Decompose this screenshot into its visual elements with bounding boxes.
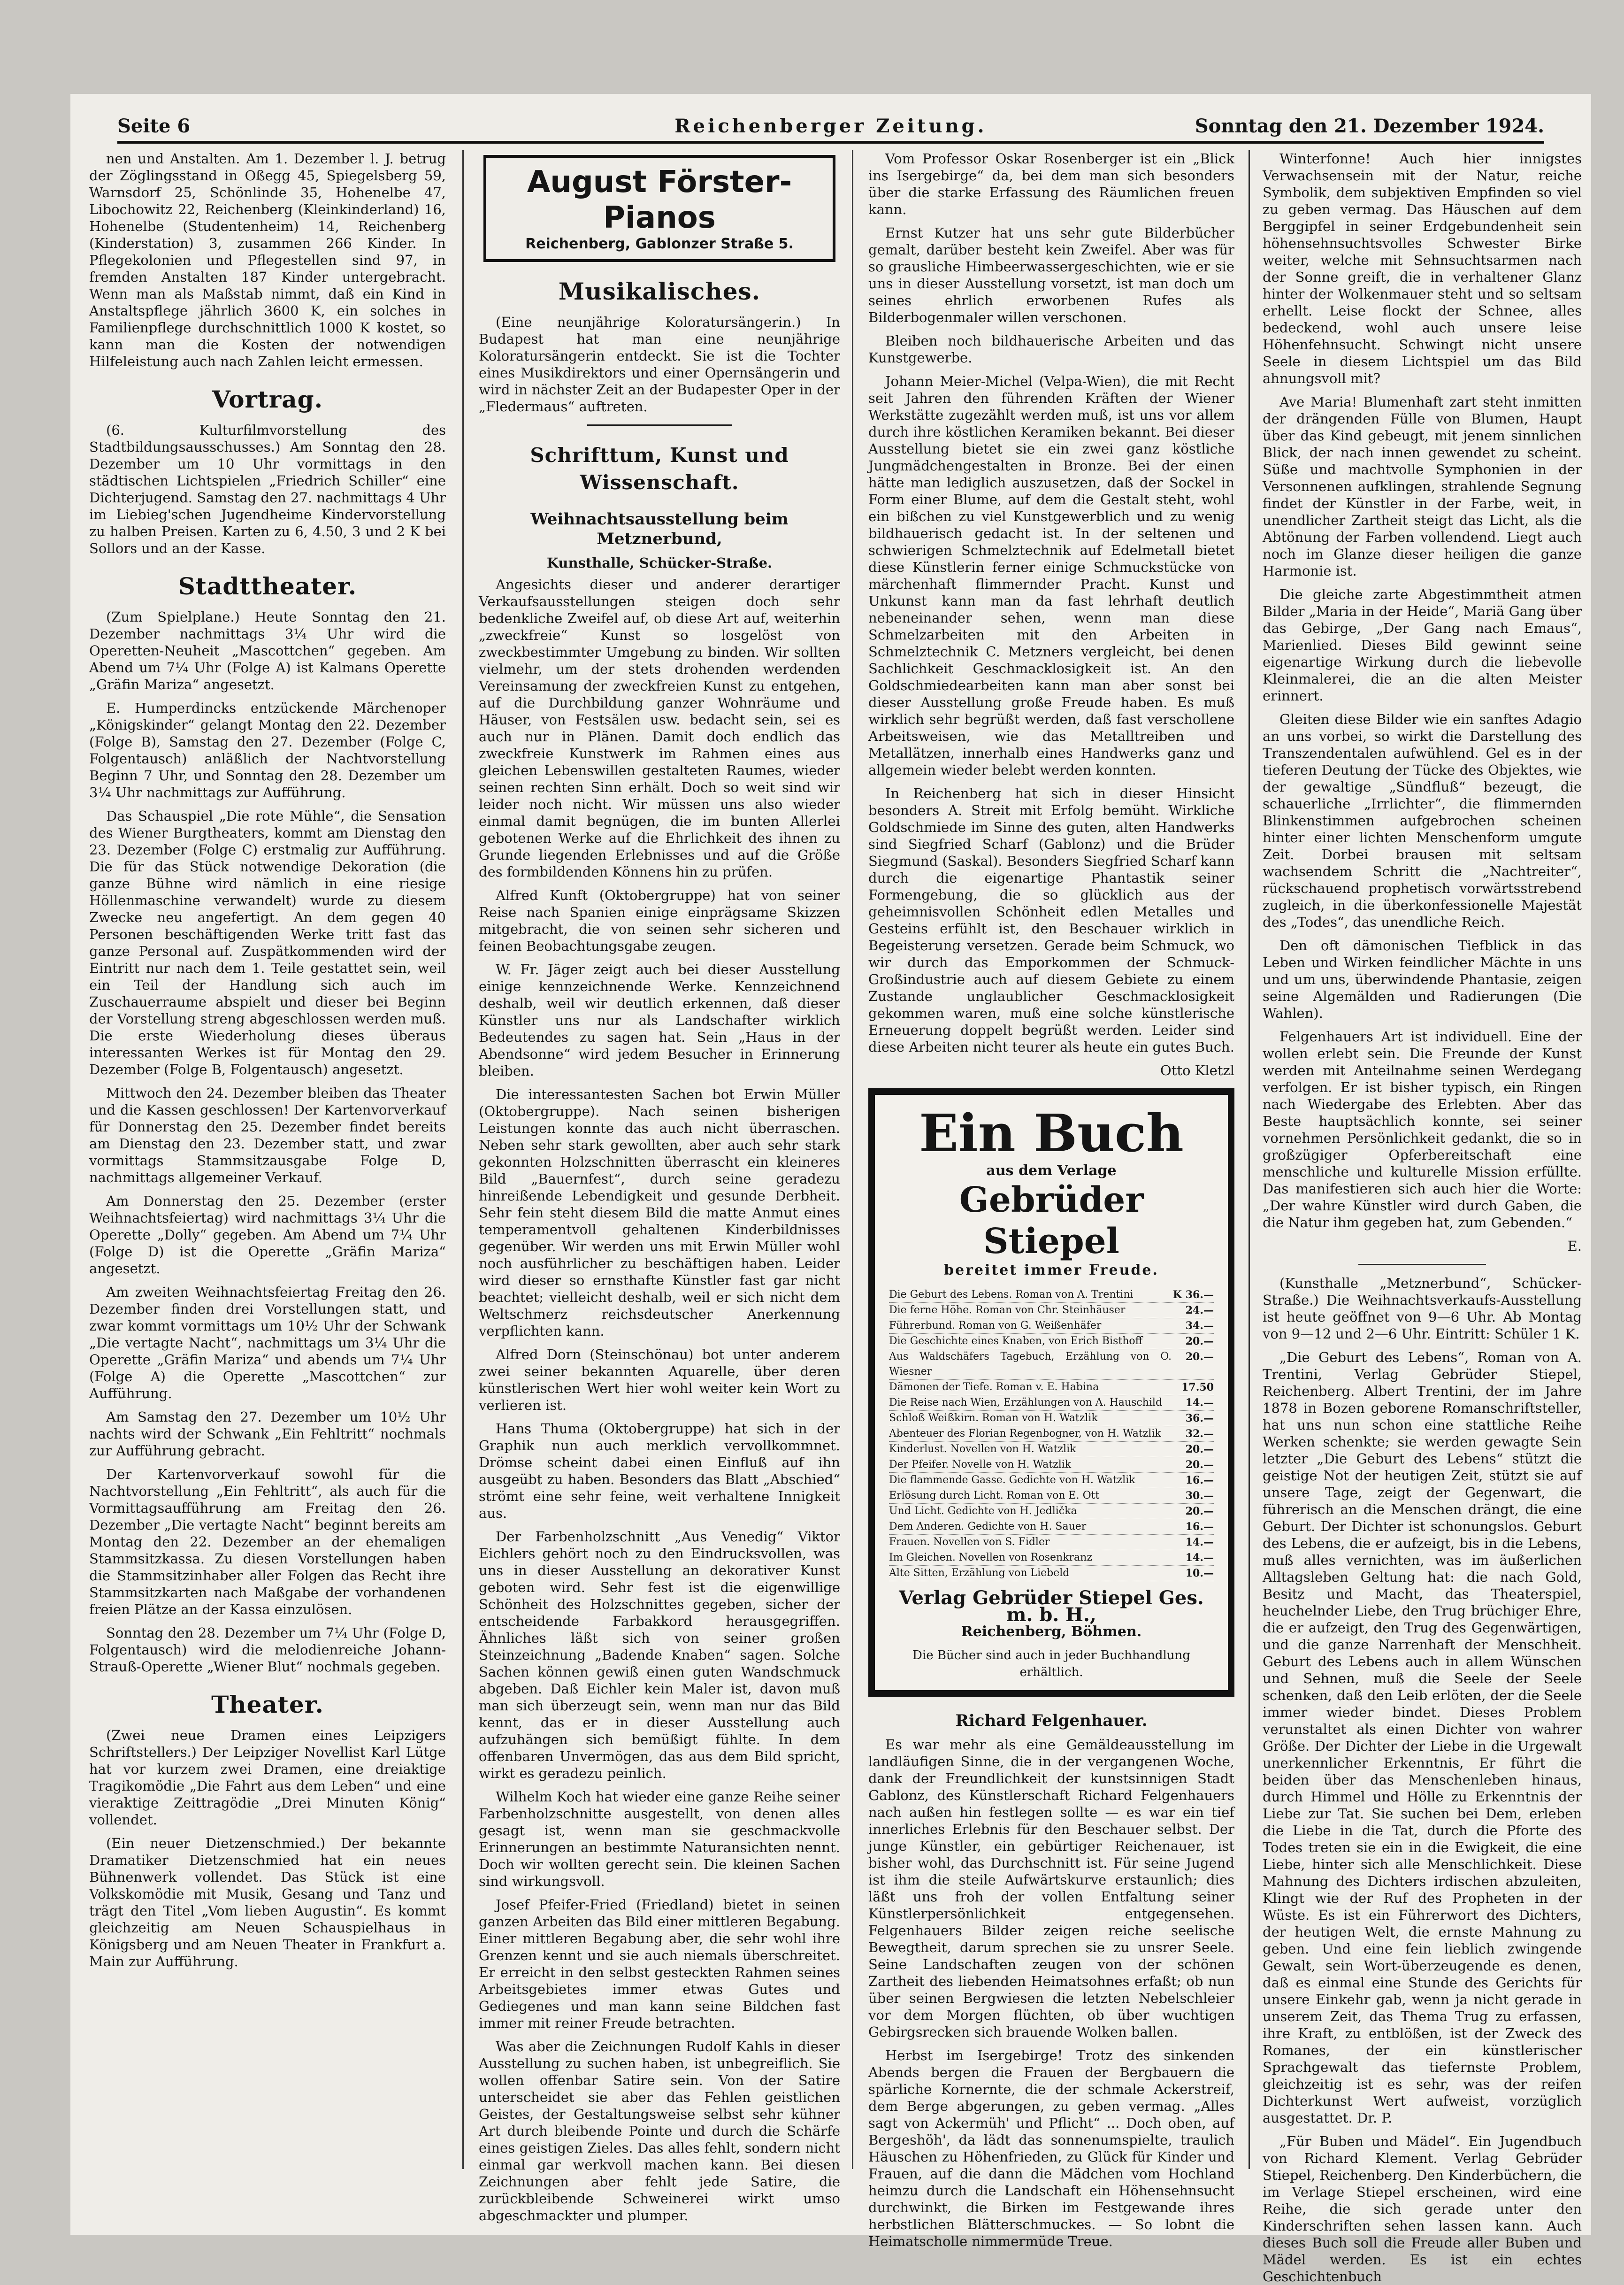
book-title: Die flammende Gasse. Gedichte von H. Watzlik (889, 1474, 1135, 1486)
book-list-item (889, 1318, 1214, 1334)
book-price: 20.— (1185, 1351, 1214, 1363)
divider (587, 424, 732, 426)
book-price: 16.— (1185, 1474, 1214, 1486)
book-price: 20.— (1185, 1335, 1214, 1347)
book-list-item (889, 1303, 1214, 1318)
article-paragraph: E. Humperdincks entzückende Märchenoper „Königskinder“ gelangt Montag den 22. Dezember (Folge B), Samstag den 27. Dezember (Folge C, Folgentausch) anläßlich der Nachtvorstellung Beginn 7 Uhr, und Sonntag den 28. Dezember um 3¼ Uhr nachmittags zur Aufführung. (89, 700, 446, 800)
article-heading-felgenhauer: Richard Felgenhauer. (955, 1711, 1148, 1730)
piano-advertisement (483, 155, 835, 262)
ad-note: Die Bücher sind auch in jeder Buchhandlung erhältlich. (912, 1648, 1190, 1679)
column-4 (1263, 150, 1582, 2285)
book-price: 14.— (1185, 1397, 1214, 1409)
book-title: Alte Sitten, Erzählung von Liebeld (889, 1567, 1070, 1579)
ad-address: Reichenberg, Gablonzer Straße 5. (525, 236, 794, 252)
article-paragraph: Was aber die Zeichnungen Rudolf Kahls in dieser Ausstellung zu suchen haben, ist unbegreiflich. Sie wollen offenbar Satire sein. Von der Satire unterscheidet sie aber das Fehlen geistlichen Geistes, der Gestaltungsweise selbst sehr kühner Art durch bleibende Pointe und durch die Schärfe eines geistigen Zieles. Das alles fehlt, sondern nicht einmal gar werkvoll machen kann. Bei diesen Zeichnungen aber fehlt jede Satire, die zurückbleibende Schweinerei wirkt umso abgeschmackter und plumper. (479, 2039, 840, 2223)
book-title: Führerbund. Roman von G. Weißenhäfer (889, 1320, 1102, 1331)
column-1 (89, 150, 446, 2169)
section-heading-vortrag: Vortrag. (212, 385, 323, 413)
book-list-item (889, 1550, 1214, 1566)
book-price: 14.— (1185, 1536, 1214, 1548)
book-list-item (889, 1349, 1214, 1380)
book-price: 14.— (1185, 1552, 1214, 1564)
author-signature: E. (1567, 1238, 1582, 1254)
article-paragraph: Alfred Kunft (Oktobergruppe) hat von seiner Reise nach Spanien einige einprägsame Skizzen mitgebracht, die von seinen sehr sicheren und feinen Beobachtungsgabe zeugen. (479, 887, 840, 954)
book-price: 34.— (1185, 1320, 1214, 1332)
book-price: 32.— (1185, 1428, 1214, 1440)
book-title: Erlösung durch Licht. Roman von E. Ott (889, 1490, 1100, 1501)
ad-subline: aus dem Verlage (986, 1162, 1117, 1179)
book-title: Dämonen der Tiefe. Roman v. E. Habina (889, 1381, 1099, 1393)
column-3 (868, 150, 1234, 2249)
article-paragraph: Der Kartenvorverkauf sowohl für die Nachtvorstellung „Ein Fehltritt“, als auch für die Vormittagsaufführung am Freitag den 26. Dezember „Die vertagte Nacht“ beginnt bereits am Montag den 22. Dezember an der ehemaligen Stammsitzkassa. Zu diesen Vorstellungen haben die Stammsitzinhaber aller Folgen das Recht ihre Stammsitzkarten nach Maßgabe der vorhandenen freien Plätze an der Kassa einzulösen. (89, 1466, 446, 1617)
article-paragraph: Mittwoch den 24. Dezember bleiben das Theater und die Kassen geschlossen! Der Kartenvorverkauf für Donnerstag den 25. Dezember findet bereits am Dienstag den 23. Dezember statt, und zwar vormittags Stammsitzausgabe Folge D, nachmittags allgemeiner Verkauf. (89, 1085, 446, 1185)
book-title: Die Geburt des Lebens. Roman von A. Trentini (889, 1289, 1134, 1300)
book-price: 20.— (1185, 1443, 1214, 1455)
book-price: 20.— (1185, 1505, 1214, 1517)
page-header (117, 108, 1544, 144)
ad-tagline: bereitet immer Freude. (944, 1262, 1159, 1278)
column-2 (479, 150, 840, 2223)
book-price: 36.— (1185, 1412, 1214, 1424)
book-price: 20.— (1185, 1459, 1214, 1471)
book-list-item (889, 1566, 1214, 1581)
article-paragraph: Gleiten diese Bilder wie ein sanftes Adagio an uns vorbei, so wirkt die Darstellung des Transzendentalen aufwühlend. Gel es in der tieferen Deutung der Tücke des Objektes, wie der gewaltige „Sündfluß“ bezeugt, die schauerliche „Irrlichter“, die flimmernden Blinkenstimmen aufgebrochen scheinen hinter einer lichten Menschenform umgute Zeit. Dorbei brausen mit seltsam wachsendem Schritt die „Nachtreiter“, rückschauend prophetisch vorwärtsstrebend zugleich, in die überkonfessionelle Majestät des „Todes“, das unendliche Reich. (1263, 711, 1582, 930)
article-paragraph: Angesichts dieser und anderer derartiger Verkaufsausstellungen steigen doch sehr bedenkliche Zweifel auf, ob diese Art auf, weiterhin „zweckfreie“ Kunst so losgelöst von zweckbestimmter Umgebung zu binden. Wir sollten vielmehr, um der stets drohenden werdenden Vereinsamung der zweckfreien Kunst zu entgehen, auf die Durchbildung ganzer Wohnräume und Häuser, von Festsälen usw. bedacht sein, sei es auch nur in Plänen. Damit doch endlich das zweckfreie Kunstwerk im Rahmen eines aus gleichen Lebenswillen gestalteten Raumes, wieder seinen rechten Sinn erhält. Doch so weit sind wir leider noch nicht. Wir müssen uns also wieder einmal damit begnügen, die im bunten Allerlei gebotenen Werke auf die Ehrlichkeit des ihnen zu Grunde liegenden Erlebnisses und auf die Größe des formbildenden Könnens hin zu prüfen. (479, 577, 840, 880)
newspaper-page (70, 94, 1591, 2285)
article-heading-weihnachtsausstellung: Weihnachtsausstellung beim Metznerbund, (530, 510, 789, 548)
article-paragraph: In Reichenberg hat sich in dieser Hinsicht besonders A. Streit mit Erfolg bemüht. Wirkliche Goldschmiede im Sinne des guten, alten Handwerks sind Siegfried Scharf (Gablonz) und die Brüder Siegmund (Saskal). Besonders Siegfried Scharf kann durch die eigenartige Phantastik seiner Formengebung, die so glücklich aus der geheimnisvollen Schönheit edlen Metalles und Gesteins erfühlt ist, den Beschauer wirklich in Begeisterung versetzen. Gerade beim Schmuck, wo wir durch das Emporkommen der Schmuck-Großindustrie auch auf diesem Gebiete zu einem Zustande unglaublicher Geschmacklosigkeit gekommen waren, muß eine solche künstlerische Erneuerung doppelt begrüßt werden. Leider sind diese Arbeiten nicht teurer als heute ein gutes Buch. (868, 785, 1234, 1055)
book-list-item (889, 1426, 1214, 1442)
book-title: Schloß Weißkirn. Roman von H. Watzlik (889, 1412, 1098, 1424)
article-paragraph: Josef Pfeifer-Fried (Friedland) bietet in seinen ganzen Arbeiten das Bild einer mittleren Begabung. Einer mittleren Begabung aber, die sehr wohl ihre Grenzen kennt und sie auch niemals überschreitet. Er erreicht in den selbst gesteckten Rahmen seines Arbeitsgebietes immer etwas Gutes und Gediegenes und man kann seine Bildchen fast immer mit reiner Freude betrachten. (479, 1897, 840, 2031)
book-price: 10.— (1185, 1567, 1214, 1579)
article-paragraph: Alfred Dorn (Steinschönau) bot unter anderem zwei seiner bekannten Aquarelle, über deren künstlerischen Wert hier wohl weiter kein Wort zu verlieren ist. (479, 1346, 840, 1413)
article-paragraph: (Zum Spielplane.) Heute Sonntag den 21. Dezember nachmittags 3¼ Uhr wird die Operetten-Neuheit „Mascottchen“ gegeben. Am Abend um 7¼ Uhr (Folge A) ist Kalmans Operette „Gräfin Mariza“ angesetzt. (89, 609, 446, 692)
book-price: 30.— (1185, 1490, 1214, 1502)
article-paragraph: Sonntag den 28. Dezember um 7¼ Uhr (Folge D, Folgentausch) wird die melodienreiche Johann-Strauß-Operette „Wiener Blut“ nochmals gegeben. (89, 1625, 446, 1675)
article-paragraph: Am zweiten Weihnachtsfeiertag Freitag den 26. Dezember finden drei Vorstellungen statt, und zwar kommt vormittags um 10½ Uhr der Schwank „Die vertagte Nacht“, nachmittags um 3¼ Uhr die Operette „Gräfin Mariza“ und abends um 7¼ Uhr (Folge A) die Operette „Mascottchen“ zur Aufführung. (89, 1284, 446, 1401)
article-paragraph: nen und Anstalten. Am 1. Dezember l. J. betrug der Zöglingsstand in Oßegg 45, Spiegelsberg 59, Warnsdorf 25, Schönlinde 35, Hohenelbe 47, Libochowitz 22, Reichenberg (Kleinkinderland) 16, Hohenelbe (Studentenheim) 14, Reichenberg (Kinderstation) 3, zusammen 266 Kinder. In Pflegekolonien und Pflegestellen sind 97, in fremden Anstalten 187 Kinder untergebracht. Wenn man als Maßstab nimmt, daß ein Kind in Anstaltspflege jährlich 3600 K, ein solches in Familienpflege durchschnittlich 1000 K kostet, so kann man die Kosten der notwendigen Hilfeleistung auch nach Zahlen leicht ermessen. (89, 151, 446, 369)
book-list-item (889, 1504, 1214, 1519)
author-signature: Otto Kletzl (1160, 1062, 1234, 1078)
newspaper-name: Reichenberger Zeitung. (674, 115, 987, 137)
article-paragraph: (6. Kulturfilmvorstellung des Stadtbildungsausschusses.) Am Sonntag den 28. Dezember um 10 Uhr vormittags in den städtischen Lichtspielen „Friedrich Schiller“ eine Dichterjugend. Samstag den 27. nachmittags 4 Uhr im Liebieg'schen Jugendheime Kindervorstellung zu halben Preisen. Karten zu 6, 4.50, 3 und 2 K bei Sollors und an der Kasse. (89, 422, 446, 556)
book-title: Kinderlust. Novellen von H. Watzlik (889, 1443, 1076, 1455)
book-list-item (889, 1380, 1214, 1395)
book-list (889, 1287, 1214, 1581)
book-title: Dem Anderen. Gedichte von H. Sauer (889, 1521, 1087, 1532)
article-paragraph: (Zwei neue Dramen eines Leipzigers Schriftstellers.) Der Leipziger Novellist Karl Lütge hat vor kurzem zwei Dramen, eine dreiaktige Tragikomödie „Die Fahrt aus dem Leben“ und eine vieraktige Zeittragödie „Drei Minuten König“ vollendet. (89, 1727, 446, 1828)
book-price: 16.— (1185, 1521, 1214, 1533)
book-list-item (889, 1287, 1214, 1303)
book-advertisement (868, 1088, 1234, 1697)
issue-date: Sonntag den 21. Dezember 1924. (1195, 115, 1544, 137)
article-paragraph: Am Samstag den 27. Dezember um 10½ Uhr nachts wird der Schwank „Ein Fehltritt“ nochmals zur Aufführung gebracht. (89, 1409, 446, 1459)
book-list-item (889, 1519, 1214, 1535)
section-heading-theater: Theater. (211, 1691, 324, 1718)
article-paragraph: Wilhelm Koch hat wieder eine ganze Reihe seiner Farbenholzschnitte ausgestellt, von denen alles gesagt ist, wenn man sie geschmackvolle Erinnerungen an bestimmte Naturansichten nennt. Doch wir wollten gerecht sein. Die kleinen Sachen sind wirkungsvoll. (479, 1789, 840, 1889)
ad-publisher: Verlag Gebrüder Stiepel Ges. m. b. H., (899, 1587, 1204, 1626)
divider (1358, 1264, 1486, 1265)
book-title: Frauen. Novellen von S. Fidler (889, 1536, 1050, 1548)
article-paragraph: Die interessantesten Sachen bot Erwin Müller (Oktobergruppe). Nach seinen bisherigen Leistungen konnte das auch nicht überraschen. Neben sehr stark gewollten, aber auch sehr stark gekonnten Holzschnitten überrascht ein kleineres Bild „Bauernfest“, durch seine geradezu hinreißende Lebendigkeit und gesunde Derbheit. Sehr fein steht diesem Bild die matte Anmut eines temperamentvoll gehaltenen Kinderbildnisses gegenüber. Wir werden uns mit Erwin Müller wohl noch ausführlicher zu beschäftigen haben. Leider wird dieser so ernsthafte Künstler fast gar nicht beachtet; vielleicht deshalb, weil er sich nicht dem Weltschmerz reichsdeutscher Anerkennung verpflichten kann. (479, 1086, 840, 1339)
article-paragraph: (Ein neuer Dietzenschmied.) Der bekannte Dramatiker Dietzenschmied hat ein neues Bühnenwerk vollendet. Das Stück ist eine Volkskomödie mit Musik, Gesang und Tanz und trägt den Titel „Vom lieben Augustin“. Es kommt gleichzeitig am Neuen Schauspielhaus in Königsberg und am Neuen Theater in Frankfurt a. Main zur Aufführung. (89, 1835, 446, 1970)
book-list-item (889, 1535, 1214, 1550)
book-title: Die Geschichte eines Knaben, von Erich Bisthoff (889, 1335, 1143, 1347)
page-number: Seite 6 (117, 115, 191, 137)
article-paragraph: Die gleiche zarte Abgestimmtheit atmen Bilder „Maria in der Heide“, Mariä Gang über das Gebirge, „Der Gang nach Emaus“, Marienlied. Dieses Bild gewinnt seine eigenartige Wirkung durch die liebevolle Kleinmalerei, die an die alten Meister erinnert. (1263, 586, 1582, 704)
article-subheading: Kunsthalle, Schücker-Straße. (546, 555, 773, 571)
article-paragraph: (Kunsthalle „Metznerbund“, Schücker-Straße.) Die Weihnachtsverkaufs-Ausstellung ist heute geöffnet von 9—6 Uhr. Ab Montag von 9—12 und 2—6 Uhr. Eintritt: Schüler 1 K. (1263, 1275, 1582, 1342)
book-price: K 36.— (1172, 1289, 1214, 1301)
ad-headline: Ein Buch (919, 1103, 1184, 1163)
book-list-item (889, 1473, 1214, 1488)
article-paragraph: Das Schauspiel „Die rote Mühle“, die Sensation des Wiener Burgtheaters, kommt am Dienstag den 23. Dezember (Folge C) erstmalig zur Aufführung. Die für das Stück notwendige Dekoration (die ganze Bühne wird nämlich in eine riesige Höllenmaschine verwandelt) wurde zu diesem Zwecke neu angefertigt. An dem gegen 40 Personen beschäftigenden Werke tritt fast das ganze Personal auf. Zuspätkommenden wird der Eintritt nur nach dem 1. Teile gestattet sein, weil ein Teil der Handlung sich auch im Zuschauerraume abspielt und dieser bei Beginn der Vorstellung streng abgeschlossen werden muß. Die erste Wiederholung dieses überaus interessanten Werkes ist für Montag den 29. Dezember (Folge B, Folgentausch) angesetzt. (89, 808, 446, 1077)
book-list-item (889, 1395, 1214, 1411)
book-price: 17.50 (1181, 1381, 1214, 1393)
article-paragraph: Felgenhauers Art ist individuell. Eine der wollen erlebt sein. Die Freunde der Kunst werden mit Anteilnahme seinen Werdegang verfolgen. Er ist bisher typisch, ein Ringen nach Wiedergabe des Erlebten. Aber das Beste hauptsächlich konnte, sei seiner vornehmen Persönlichkeit gedankt, die so in großzügiger Opferbereitschaft eine menschliche und kulturelle Mission erfüllte. Das manifestieren sich auch hier die Worte: „Der wahre Künstler wird durch Gaben, die die Natur ihm gegeben hat, zum Gebenden.“ (1263, 1029, 1582, 1231)
section-heading-stadttheater: Stadttheater. (178, 572, 357, 600)
ad-publisher-name: Gebrüder Stiepel (959, 1180, 1144, 1262)
article-paragraph: Herbst im Isergebirge! Trotz des sinkenden Abends bergen die Frauen der Bergbauern die spärliche Kornernte, die der schmale Ackerstreif, dem Berge abgerungen, zu geben vermag. „Alles sagt von Ackermüh' und Pflicht“ ... Doch oben, auf Bergeshöh', da lädt das sonnenumspielte, traulich Häuschen zu Höhenfrieden, zu Glück für Kinder und Frauen, auf die dann die Mädchen vom Hochland heimzu durch die Landschaft ein Höhensehnsucht durchwinkt, die Birken im Festgewande ihres herbstlichen Blätterschmuckes. — So lobnt die Heimatscholle nimmermüde Treue. (868, 2047, 1234, 2249)
article-paragraph: Ave Maria! Blumenhaft zart steht inmitten der drängenden Fülle von Blumen, Haupt über das Kind gebeugt, mit jenem sinnlichen Blick, der nach innen gewendet zu scheint. Süße und machtvolle Symphonien in der Versonnenen aufklingen, strahlende Segnung findet der Künstler in der Farbe, weit, in unendlicher Zartheit steigt das Licht, als die Abtönung der Farben vollendend. Liegt auch noch im Glanze dieser heiligen die ganze Harmonie ist. (1263, 394, 1582, 579)
article-paragraph: W. Fr. Jäger zeigt auch bei dieser Ausstellung einige kennzeichnende Werke. Kennzeichnend deshalb, weil wir deutlich erkennen, daß dieser Künstler uns nur als Landschafter wirklich Bedeutendes zu sagen hat. Sein „Haus in der Abendsonne“ wird jedem Besucher in Erinnerung bleiben. (479, 962, 840, 1079)
section-heading-musikalisches: Musikalisches. (558, 277, 761, 305)
article-paragraph: Bleiben noch bildhauerische Arbeiten und das Kunstgewerbe. (868, 333, 1234, 366)
book-title: Abenteuer des Florian Regenbogner, von H. Watzlik (889, 1428, 1161, 1439)
column-rule (1249, 150, 1250, 2169)
book-title: Aus Waldschäfers Tagebuch, Erzählung von O. Wiesner (889, 1351, 1172, 1377)
book-title: Die ferne Höhe. Roman von Chr. Steinhäuser (889, 1304, 1126, 1316)
section-heading-schrifttum: Schrifttum, Kunst und Wissenschaft. (530, 444, 789, 494)
book-list-item (889, 1442, 1214, 1457)
book-title: Die Reise nach Wien, Erzählungen von A. Hauschild (889, 1397, 1163, 1408)
column-rule (462, 150, 464, 2169)
column-rule (852, 150, 853, 2169)
article-paragraph: Ernst Kutzer hat uns sehr gute Bilderbücher gemalt, darüber besteht kein Zweifel. Aber was für so grausliche Himbeerwassergeschichten, wie er sie uns in dieser Ausstellung vorsetzt, ist man doch um seines ehrlich erworbenen Rufes als Bilderbogenmaler willen verschonen. (868, 225, 1234, 325)
book-title: Im Gleichen. Novellen von Rosenkranz (889, 1552, 1092, 1563)
book-list-item (889, 1457, 1214, 1473)
ad-city: Reichenberg, Böhmen. (961, 1623, 1142, 1640)
book-title: Und Licht. Gedichte von H. Jedlička (889, 1505, 1077, 1517)
article-paragraph: Winterfonne! Auch hier innigstes Verwachsensein mit der Natur, reiche Symbolik, dem subjektiven Empfinden so viel zu geben vermag. Das Häuschen auf dem Berggipfel in seiner Erdgebundenheit sein höhensehnsuchtsvolles Schwester Birke weiter, welche mit Sehnsuchtsarmen nach der Sonne greift, die in verhaltener Glanz hinter der Wolkenmauer steht und so seltsam erhellt. Leise flockt der Schnee, alles bedeckend, wohl auch unsere leise Höhenfehnsucht. Schwingt nicht unsere Seele in diesem Lichtspiel um das Bild ahnungsvoll mit? (1263, 151, 1582, 386)
article-paragraph: Der Farbenholzschnitt „Aus Venedig“ Viktor Eichlers gehört noch zu den Eindrucksvollen, was uns in dieser Ausstellung an dekorativer Kunst geboten wird. Sehr fest ist die eigenwillige Schönheit des Holzschnittes gegeben, sicher der entscheidende Farbakkord herausgegriffen. Ähnliches läßt sich von seiner großen Steinzeichnung „Badende Knaben“ sagen. Solche Sachen können gewiß einen guten Wandschmuck abgeben. Daß Eichler kein Maler ist, davon muß man sich überzeugt sein, wenn man nur das Bild kennt, das er in dieser Ausstellung auch aufzuhängen sich bemüßigt fühlte. In dem offenbaren Unvermögen, das aus dem Bild spricht, wirkt es geradezu peinlich. (479, 1529, 840, 1781)
book-list-item (889, 1334, 1214, 1349)
book-title: Der Pfeifer. Novelle von H. Watzlik (889, 1459, 1072, 1470)
book-list-item (889, 1488, 1214, 1504)
ad-title: August Förster-Pianos (527, 165, 792, 235)
article-paragraph: (Eine neunjährige Koloratursängerin.) In Budapest hat man eine neunjährige Koloratursängerin entdeckt. Sie ist die Tochter eines Musikdirektors und einer Opernsängerin und wird in nächster Zeit an der Budapester Oper in der „Fledermaus“ auftreten. (479, 314, 840, 415)
article-paragraph: Es war mehr als eine Gemäldeausstellung im landläufigen Sinne, die in der vergangenen Woche, dank der Freundlichkeit der kunstsinnigen Stadt Gablonz, des Künstlerschaft Richard Felgenhauers nach außen hin festlegen sollte — es war ein tief innerliches Erlebnis für den Beschauer selbst. Der junge Künstler, ein gebürtiger Reichenauer, ist bisher wohl, das Durchschnitt ist. Für seine Jugend ist ihm die steile Aufwärtskurve erstaunlich; dies läßt uns froh der vollen Entfaltung seiner Künstlerpersönlichkeit entgegensehen. Felgenhauers Bilder zeigen reiche seelische Bewegtheit, darum sprechen sie zu unsrer Seele. Seine Landschaften zeugen von der schönen Zartheit des liebenden Heimatsohnes erfaßt; ob nun über seinen Bergwiesen die letzten Nebelschleier vor dem Morgen flüchten, ob über wuchtigen Gebirgsrecken sich brauende Wolken ballen. (868, 1737, 1234, 2040)
article-paragraph: „Die Geburt des Lebens“, Roman von A. Trentini, Verlag Gebrüder Stiepel, Reichenberg. Albert Trentini, der im Jahre 1878 in Bozen geborene Romanschriftsteller, hat uns nun schon eine stattliche Reihe Werken schenkte; sie werden gewagte Sein letzter „Die Geburt des Lebens“ stützt die geistige Not der heutigen Zeit, stützt sie auf unsere Tage, zeigt der Gegenwart, die führerisch an die Menschen drängt, die eine Geburt. Der Dichter ist schonungslos. Geburt des Lebens, die er aufzeigt, bis in die Lebens, muß alles vernichten, was im äußerlichen Alltagsleben Geltung hat: die nach Gold, Besitz und Macht, das Theaterspiel, heuchelnder Liebe, den Trug brüchiger Ehre, die er aufzeigt, den Trug des Gegenwärtigen, und die ganze Narrenhaft der Menschheit. Geburt des Lebens auch in allem Wünschen und Sehnen, muß die Seele der Seele schenken, daß den Leib erlöten, der die Seele immer wieder bindet. Dieses Problem verunstaltet als einen Dichter von wahrer Größe. Der Dichter der Liebe in die Urgewalt unerkennlicher Erkenntnis, Er führt die beiden über das Menschenleben hinaus, durch Himmel und Hölle zu Erkenntnis der Liebe zur Tat. Sie suchen bei Dem, erleben die Liebe in die Tat, durch die Pforte des Todes treten sie ein in die Ewigkeit, die eine Liebe, hinter sich alle Menschlichkeit. Diese Mahnung des Dichters irdischen abzuleiten, Klingt wie der Ruf des Propheten in der Wüste. Es ist ein Führerwort des Dichters, der heutigen Welt, die ernste Mahnung zu geben. Und eine fein lieblich zwingende Gewalt, sein Wort-überzeugende es denen, daß es einmal eine Stunde des Gerichts für unsere Einkehr gab, wenn ja nicht gerade in unserem Zeit, das Thema Trug zu erfassen, ihre Kraft, zu entblößen, ist der Zweck des Romanes, der ein künstlerischer Sprachgewalt das tiefernste Problem, gleichzeitig ist es sehr, was der reifen Dichterkunst Wert aufweist, vorzüglich ausgestattet. Dr. P. (1263, 1349, 1582, 2126)
article-paragraph: Hans Thuma (Oktobergruppe) hat sich in der Graphik nun auch merklich vervollkommnet. Drömse scheint dabei einen Einfluß auf ihn ausgeübt zu haben. Besonders das Blatt „Abschied“ strömt eine sehr feine, weit verhaltene Innigkeit aus. (479, 1421, 840, 1521)
article-paragraph: Am Donnerstag den 25. Dezember (erster Weihnachtsfeiertag) wird nachmittags 3¼ Uhr die Operette „Dolly“ gegeben. Am Abend um 7¼ Uhr (Folge D) ist die Operette „Gräfin Mariza“ angesetzt. (89, 1193, 446, 1277)
book-list-item (889, 1411, 1214, 1426)
article-paragraph: „Für Buben und Mädel“. Ein Jugendbuch von Richard Klement. Verlag Gebrüder Stiepel, Reichenberg. Den Kinderbüchern, die im Verlage Stiepel erscheinen, wird eine Reihe, die sich gerade unter den Kinderschriften sehen lassen kann. Auch dieses Buch soll die Freude aller Buben und Mädel werden. Es ist ein echtes Geschichtenbuch (1263, 2133, 1582, 2285)
book-price: 24.— (1185, 1304, 1214, 1316)
article-paragraph: Johann Meier-Michel (Velpa-Wien), die mit Recht seit Jahren den führenden Kräften der Wiener Werkstätte zugezählt werden muß, ist uns vor allem durch ihre köstlichen Keramiken bekannt. Bei dieser Ausstellung bietet sie ein zwei ganz köstliche Jungmädchengestalten in Bronze. Bei der einen hätte man lediglich auszusetzen, daß der Sockel in Form einer Blume, auf dem die Gestalt steht, wohl ein bißchen zu viel Kunstgewerblich und zu wenig bildhauerisch gedacht ist. In der seltenen und schwierigen Schmelztechnik auf Edelmetall bietet diese Künstlerin ferner einige Schmuckstücke von märchenhaft flimmernder Pracht. Kunst und Unkunst kann man da fast lehrhaft deutlich nebeneinander sehen, wenn man diese Schmelzarbeiten mit den Arbeiten in Schmelztechnik C. Metzners vergleicht, bei denen Sachlichkeit Geschmacklosigkeit ist. An den Goldschmiedearbeiten kann man aber sonst bei dieser Ausstellung große Freude haben. Es muß wirklich sehr begrüßt werden, daß fast verschollene Arbeitsweisen, wie das Metalltreiben und Metallätzen, innerhalb eines Handwerks ganz und allgemein wieder belebt werden konnten. (868, 373, 1234, 778)
article-paragraph: Den oft dämonischen Tiefblick in das Leben und Wirken feindlicher Mächte in uns und um uns, überwindende Phantasie, zeigen seine Algemälden und Radierungen (Die Wahlen). (1263, 938, 1582, 1021)
article-paragraph: Vom Professor Oskar Rosenberger ist ein „Blick ins Isergebirge“ da, bei dem man sich besonders über die starke Erfassung des Räumlichen freuen kann. (868, 151, 1234, 217)
